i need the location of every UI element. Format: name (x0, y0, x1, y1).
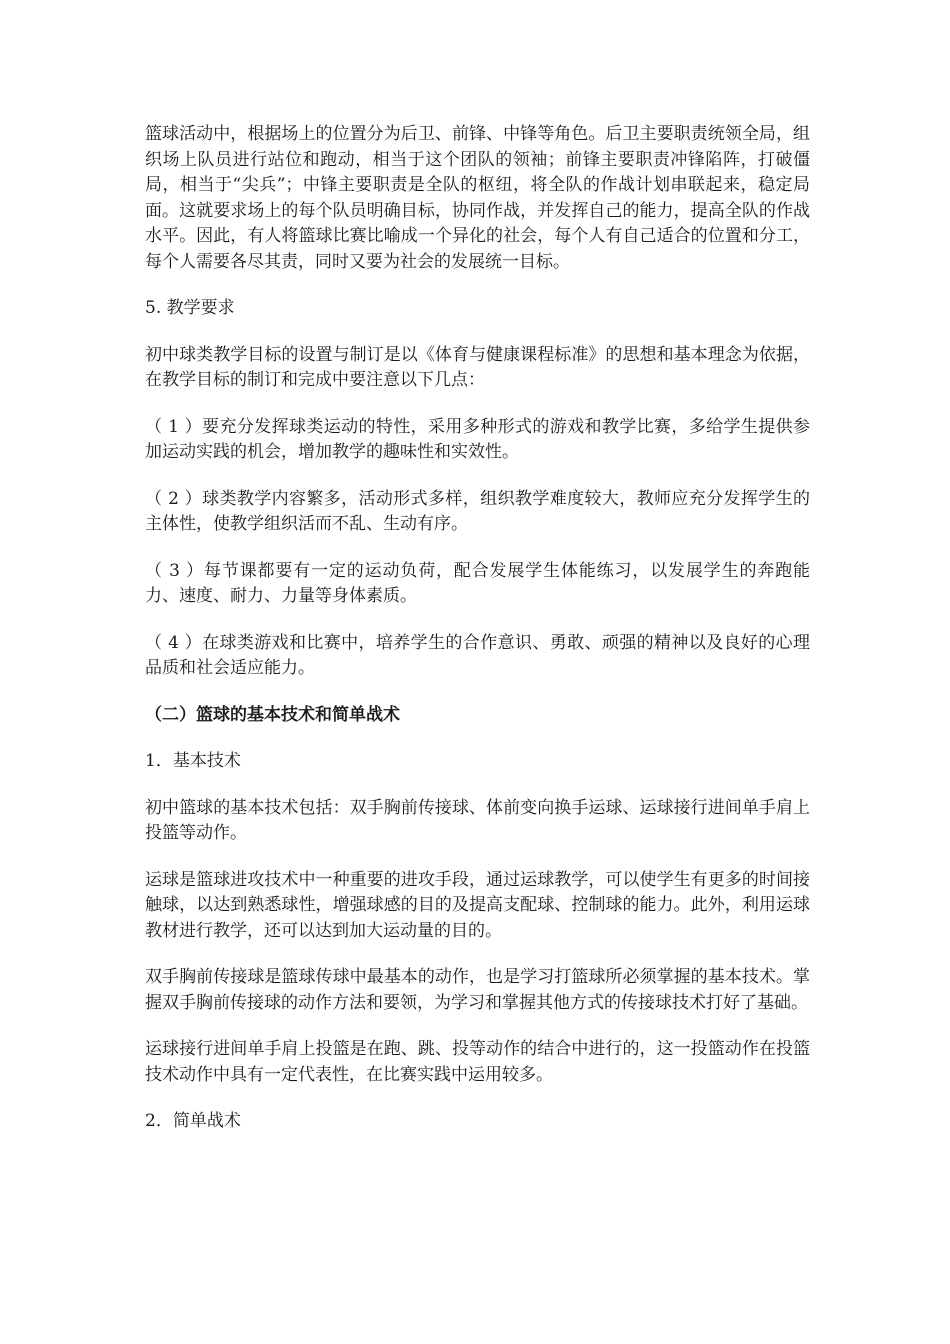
paragraph-dribbling: 运球是篮球进攻技术中一种重要的进攻手段，通过运球教学，可以使学生有更多的时间接触球，以达到熟悉球性，增强球感的目的及提高支配球、控制球的能力。此外，利用运球教材进行教学，还可以达到加大运动量的目的。 (145, 869, 810, 941)
paragraph-techniques-list: 初中篮球的基本技术包括：双手胸前传接球、体前变向换手运球、运球接行进间单手肩上投篮等动作。 (145, 797, 810, 843)
list-item-requirement-2: （ 2 ）球类教学内容繁多，活动形式多样，组织教学难度较大，教师应充分发挥学生的主体性，使教学组织活而不乱、生动有序。 (145, 488, 810, 534)
section-heading-teaching-requirements: 5. 教学要求 (145, 298, 235, 318)
paragraph-teaching-goals-intro: 初中球类教学目标的设置与制订是以《体育与健康课程标准》的思想和基本理念为依据，在教学目标的制订和完成中要注意以下几点： (145, 344, 810, 390)
list-item-requirement-3: （ 3 ）每节课都要有一定的运动负荷，配合发展学生体能练习，以发展学生的奔跑能力、速度、耐力、力量等身体素质。 (145, 560, 810, 606)
paragraph-player-roles: 篮球活动中，根据场上的位置分为后卫、前锋、中锋等角色。后卫主要职责统领全局，组织场上队员进行站位和跑动，相当于这个团队的领袖；前锋主要职责冲锋陷阵，打破僵局，相当于“尖兵”；中锋主要职责是全队的枢纽，将全队的作战计划串联起来，稳定局面。这就要求场上的每个队员明确目标，协同作战，并发挥自己的能力，提高全队的作战水平。因此，有人将篮球比赛比喻成一个异化的社会，每个人有自己适合的位置和分工，每个人需要各尽其责，同时又要为社会的发展统一目标。 (145, 124, 810, 272)
chapter-heading-basic-techniques-tactics: （二）篮球的基本技术和简单战术 (145, 704, 400, 725)
section-heading-basic-techniques: 1．基本技术 (145, 751, 241, 771)
paragraph-chest-pass: 双手胸前传接球是篮球传球中最基本的动作，也是学习打篮球所必须掌握的基本技术。掌握双手胸前传接球的动作方法和要领，为学习和掌握其他方式的传接球技术打好了基础。 (145, 967, 810, 1013)
document-page (145, 122, 810, 1156)
list-item-requirement-1: （ 1 ）要充分发挥球类运动的特性，采用多种形式的游戏和教学比赛，多给学生提供参加运动实践的机会，增加教学的趣味性和实效性。 (145, 416, 810, 462)
paragraph-layup: 运球接行进间单手肩上投篮是在跑、跳、投等动作的结合中进行的，这一投篮动作在投篮技术动作中具有一定代表性，在比赛实践中运用较多。 (145, 1039, 810, 1085)
list-item-requirement-4: （ 4 ）在球类游戏和比赛中，培养学生的合作意识、勇敢、顽强的精神以及良好的心理品质和社会适应能力。 (145, 632, 810, 678)
section-heading-simple-tactics: 2．简单战术 (145, 1111, 241, 1131)
